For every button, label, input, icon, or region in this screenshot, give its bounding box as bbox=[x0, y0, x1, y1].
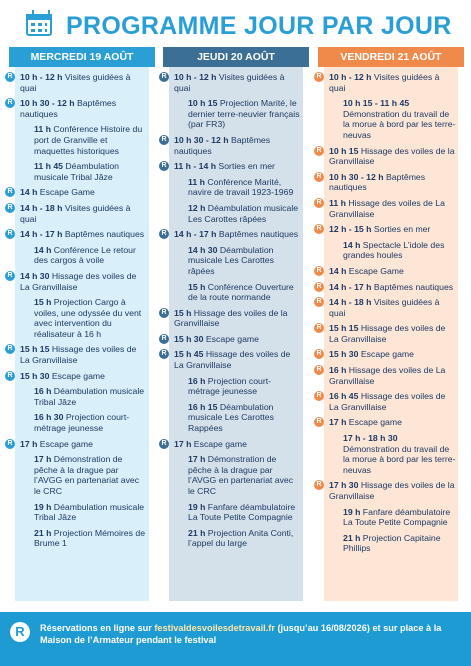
event-time: 17 h - 18 h 30 bbox=[343, 433, 398, 444]
event-time: 17 h bbox=[174, 438, 192, 449]
reservation-icon: R bbox=[5, 98, 15, 108]
reservation-icon: R bbox=[5, 371, 15, 381]
reservation-icon: R bbox=[159, 334, 169, 344]
event-item bbox=[159, 72, 303, 93]
reservation-icon: R bbox=[5, 187, 15, 197]
reservation-icon: R bbox=[5, 344, 15, 354]
event-title: Visites guidées à quai bbox=[174, 72, 285, 93]
event-item bbox=[159, 502, 303, 523]
event-time: 12 h - 15 h bbox=[329, 224, 372, 235]
event-time: 17 h bbox=[188, 454, 206, 465]
event-time: 14 h - 17 h bbox=[329, 281, 372, 292]
event-title: Escape Game bbox=[37, 187, 95, 198]
reservation-icon: R bbox=[159, 349, 169, 359]
event-time: 16 h 15 bbox=[188, 401, 218, 412]
reservation-icon: R bbox=[5, 229, 15, 239]
event-title: Sorties en mer bbox=[216, 161, 275, 172]
event-item bbox=[159, 229, 303, 240]
event-time: 15 h bbox=[34, 297, 52, 308]
event-time: 10 h - 12 h bbox=[329, 72, 372, 82]
event-time: 14 h 30 bbox=[188, 244, 218, 255]
event-title: Déambulation musicale Tribal Jâze bbox=[34, 386, 145, 407]
event-time: 15 h 15 bbox=[329, 323, 359, 334]
event-title: Escape game bbox=[358, 349, 415, 360]
reservation-text-before: Réservations en ligne sur bbox=[40, 623, 155, 633]
event-item bbox=[5, 412, 149, 433]
event-title: Escape game bbox=[191, 438, 247, 449]
event-title: Baptêmes nautiques bbox=[174, 134, 271, 156]
event-time: 10 h 15 bbox=[329, 145, 359, 156]
event-title: Hissage des voiles de La Granvillaise bbox=[20, 344, 137, 366]
event-item bbox=[314, 433, 458, 475]
event-title: Escape game bbox=[37, 438, 93, 449]
event-time: 16 h 30 bbox=[34, 412, 64, 423]
event-item bbox=[5, 98, 149, 119]
event-time: 10 h - 12 h bbox=[20, 72, 63, 82]
event-time: 17 h bbox=[34, 454, 52, 465]
event-item bbox=[159, 203, 303, 224]
event-item bbox=[314, 533, 458, 554]
event-title: Démonstration de pêche à la drague par l’AVGG en partenariat avec le CRC bbox=[188, 454, 294, 496]
event-item bbox=[5, 386, 149, 407]
event-title: Démonstration de pêche à la drague par l’AVGG en partenariat avec le CRC bbox=[34, 454, 140, 496]
event-title: Escape Game bbox=[346, 265, 404, 276]
event-title: Projection Mémoires de Brume 1 bbox=[34, 527, 146, 549]
event-item bbox=[314, 198, 458, 219]
reservation-icon: R bbox=[314, 72, 324, 82]
event-time: 21 h bbox=[343, 532, 361, 543]
page-title: PROGRAMME JOUR PAR JOUR bbox=[66, 12, 452, 40]
event-time: 15 h 45 bbox=[174, 349, 204, 360]
event-time: 10 h 15 bbox=[188, 98, 218, 109]
reservation-icon: R bbox=[159, 229, 169, 239]
event-item bbox=[314, 224, 458, 235]
event-title: Démonstration du travail de la morue à bord par les terre-neuvas bbox=[343, 108, 456, 140]
event-time: 16 h bbox=[329, 365, 347, 376]
event-time: 15 h bbox=[188, 281, 206, 292]
event-time: 11 h bbox=[188, 176, 205, 187]
event-time: 17 h bbox=[20, 438, 38, 449]
reservation-icon: R bbox=[159, 308, 169, 318]
event-item bbox=[5, 187, 149, 198]
event-time: 11 h - 14 h bbox=[174, 161, 217, 172]
reservation-icon: R bbox=[314, 172, 324, 182]
event-time: 19 h bbox=[34, 501, 52, 512]
event-time: 16 h bbox=[34, 386, 52, 397]
reservation-text-after: (jusqu’au 16/08/2026) et sur place à la Maison de l’Armateur pendant le festival bbox=[40, 623, 442, 645]
event-title: Hissage des voiles de la Granvillaise bbox=[174, 307, 288, 329]
event-item bbox=[159, 454, 303, 496]
reservation-icon: R bbox=[5, 72, 15, 82]
event-title: Projection court-métrage jeunesse bbox=[34, 412, 130, 434]
event-title: Escape game bbox=[203, 333, 260, 344]
header bbox=[0, 0, 471, 44]
event-item bbox=[314, 172, 458, 193]
reservation-icon: R bbox=[314, 282, 324, 292]
event-time: 15 h 15 bbox=[20, 344, 50, 355]
event-item bbox=[159, 308, 303, 329]
event-item bbox=[314, 323, 458, 344]
event-title: Déambulation musicale Tribal Jâze bbox=[34, 161, 120, 182]
reservation-icon: R bbox=[159, 72, 169, 82]
event-list bbox=[5, 72, 149, 554]
reservation-icon: R bbox=[314, 417, 324, 427]
event-title: Visites guidées à quai bbox=[329, 72, 440, 93]
event-item bbox=[159, 439, 303, 450]
event-item bbox=[314, 349, 458, 360]
event-title: Baptêmes nautiques bbox=[329, 171, 426, 193]
event-list bbox=[314, 72, 458, 559]
reservation-icon: R bbox=[314, 297, 324, 307]
reservation-footer bbox=[0, 612, 471, 666]
event-title: Baptêmes nautiques bbox=[371, 281, 454, 292]
event-item bbox=[5, 454, 149, 496]
event-item bbox=[159, 334, 303, 345]
event-item bbox=[314, 266, 458, 277]
event-title: Projection Cargo à voiles, une odyssée du vent avec intervention du réalisateur à 16 h bbox=[34, 297, 142, 339]
event-time: 15 h 30 bbox=[174, 333, 204, 344]
event-title: Conférence Marité, navire de travail 1923-1969 bbox=[188, 176, 294, 198]
event-item bbox=[5, 245, 149, 266]
event-item bbox=[314, 417, 458, 428]
event-time: 10 h 30 - 12 h bbox=[20, 98, 75, 109]
event-title: Escape game bbox=[346, 417, 402, 428]
event-item bbox=[314, 365, 458, 386]
event-time: 21 h bbox=[188, 527, 206, 538]
event-time: 14 h bbox=[329, 265, 347, 276]
day-column-wednesday bbox=[7, 47, 149, 601]
event-time: 15 h bbox=[174, 307, 192, 318]
reservation-icon: R bbox=[314, 391, 324, 401]
event-title: Démonstration du travail de la morue à bord par les terre-neuvas bbox=[343, 443, 456, 475]
event-title: Fanfare déambulatoire La Toute Petite Compagnie bbox=[188, 501, 296, 523]
event-item bbox=[5, 344, 149, 365]
day-column-thursday bbox=[161, 47, 303, 601]
event-time: 14 h - 18 h bbox=[20, 202, 63, 213]
event-time: 21 h bbox=[34, 527, 52, 538]
event-title: Déambulation musicale Les Carottes râpées bbox=[188, 202, 299, 224]
event-item bbox=[5, 229, 149, 240]
event-title: Sorties en mer bbox=[371, 224, 431, 235]
event-title: Projection court-métrage jeunesse bbox=[188, 375, 272, 397]
event-title: Visites guidées à quai bbox=[20, 72, 131, 93]
event-item bbox=[314, 282, 458, 293]
event-item bbox=[159, 349, 303, 370]
reservation-icon: R bbox=[159, 439, 169, 449]
reservation-icon: R bbox=[314, 365, 324, 375]
event-list bbox=[159, 72, 303, 554]
reservation-icon: R bbox=[314, 323, 324, 333]
event-title: Fanfare déambulatoire La Toute Petite Compagnie bbox=[343, 506, 451, 528]
event-item bbox=[159, 135, 303, 156]
event-title: Projection Capitaine Phillips bbox=[343, 532, 441, 554]
event-item bbox=[314, 480, 458, 501]
event-title: Spectacle L’idole des grandes houles bbox=[343, 239, 445, 261]
day-column-friday bbox=[316, 47, 458, 601]
event-item bbox=[159, 528, 303, 549]
event-time: 10 h 30 - 12 h bbox=[174, 134, 229, 145]
event-title: Hissage des voiles de La Granvillaise bbox=[329, 365, 446, 386]
reservation-icon: R bbox=[314, 224, 324, 234]
day-heading: MERCREDI 19 AOÛT bbox=[9, 47, 155, 67]
event-time: 11 h bbox=[34, 124, 51, 135]
event-time: 17 h 30 bbox=[329, 480, 359, 491]
event-title: Déambulation musicale Tribal Jâze bbox=[34, 501, 145, 523]
event-title: Baptêmes nautiques bbox=[20, 98, 117, 119]
event-time: 16 h bbox=[188, 375, 206, 386]
event-time: 10 h 15 - 11 h 45 bbox=[343, 98, 410, 109]
event-time: 19 h bbox=[343, 506, 361, 517]
calendar-icon bbox=[26, 14, 52, 36]
event-item bbox=[5, 297, 149, 339]
event-item bbox=[159, 376, 303, 397]
event-time: 10 h - 12 h bbox=[174, 72, 217, 82]
event-item bbox=[159, 161, 303, 172]
event-item bbox=[159, 282, 303, 303]
event-item bbox=[159, 177, 303, 198]
event-title: Hissage des voiles de La Granvillaise bbox=[20, 270, 137, 292]
event-item bbox=[5, 161, 149, 182]
event-time: 14 h - 18 h bbox=[329, 297, 372, 308]
event-time: 14 h - 17 h bbox=[20, 229, 63, 240]
event-item bbox=[5, 124, 149, 156]
event-item bbox=[5, 203, 149, 224]
reservation-icon: R bbox=[159, 161, 169, 171]
event-time: 19 h bbox=[188, 501, 206, 512]
event-item bbox=[314, 98, 458, 140]
reservation-icon: R bbox=[10, 622, 30, 642]
event-item bbox=[314, 507, 458, 528]
event-title: Escape game bbox=[49, 370, 106, 381]
event-time: 14 h bbox=[34, 244, 52, 255]
event-title: Hissage des voiles de La Granvillaise bbox=[174, 349, 291, 371]
event-item bbox=[5, 371, 149, 382]
event-item bbox=[314, 72, 458, 93]
event-time: 11 h bbox=[329, 197, 346, 208]
event-item bbox=[314, 240, 458, 261]
event-time: 11 h 45 bbox=[34, 161, 63, 172]
event-time: 10 h 30 - 12 h bbox=[329, 171, 384, 182]
event-item bbox=[314, 391, 458, 412]
event-title: Hissage des voiles de la Granvillaise bbox=[329, 480, 455, 501]
event-title: Déambulation musicale Les Carottes râpées bbox=[188, 244, 274, 276]
event-item bbox=[314, 297, 458, 318]
event-item bbox=[5, 528, 149, 549]
reservation-icon: R bbox=[314, 349, 324, 359]
event-title: Hissage des voiles de La Granvillaise bbox=[329, 323, 446, 344]
event-time: 14 h bbox=[20, 187, 38, 198]
event-title: Conférence Le retour des cargos à voile bbox=[34, 244, 136, 266]
event-time: 17 h bbox=[329, 417, 347, 428]
event-title: Visites guidées à quai bbox=[20, 202, 131, 224]
event-time: 14 h - 17 h bbox=[174, 229, 217, 240]
reservation-icon: R bbox=[159, 135, 169, 145]
reservation-icon: R bbox=[314, 480, 324, 490]
event-item bbox=[5, 72, 149, 93]
event-time: 12 h bbox=[188, 202, 206, 213]
event-title: Hissage des voiles de La Granvillaise bbox=[329, 391, 446, 412]
event-item bbox=[159, 245, 303, 277]
event-title: Hissage des voiles de La Granvillaise bbox=[329, 197, 445, 219]
event-item bbox=[159, 402, 303, 434]
event-item bbox=[5, 271, 149, 292]
event-title: Baptêmes nautiques bbox=[62, 229, 145, 240]
event-title: Baptêmes nautiques bbox=[216, 229, 299, 240]
day-heading: JEUDI 20 AOÛT bbox=[163, 47, 309, 67]
event-item bbox=[5, 439, 149, 450]
event-title: Conférence Histoire du port de Granville et maquettes historiques bbox=[34, 124, 143, 156]
event-title: Hissage des voiles de la Granvillaise bbox=[329, 145, 455, 167]
event-time: 16 h 45 bbox=[329, 391, 359, 402]
reservation-icon: R bbox=[5, 439, 15, 449]
event-item bbox=[314, 146, 458, 167]
reservation-link[interactable]: festivaldesvoilesdetravail.fr bbox=[154, 623, 275, 633]
event-time: 14 h bbox=[343, 239, 361, 250]
event-title: Visites guidées à quai bbox=[329, 297, 440, 318]
event-time: 15 h 30 bbox=[329, 349, 359, 360]
reservation-icon: R bbox=[314, 266, 324, 276]
event-title: Déambulation musicale Les Carottes Rappées bbox=[188, 401, 274, 434]
event-title: Conférence Ouverture de la route normande bbox=[188, 281, 294, 303]
event-time: 14 h 30 bbox=[20, 270, 50, 281]
reservation-icon: R bbox=[314, 198, 324, 208]
reservation-text bbox=[40, 622, 460, 646]
reservation-icon: R bbox=[314, 146, 324, 156]
event-item bbox=[159, 98, 303, 130]
day-heading: VENDREDI 21 AOÛT bbox=[318, 47, 464, 67]
event-item bbox=[5, 502, 149, 523]
event-title: Projection Anita Conti, l’appel du large bbox=[188, 527, 294, 549]
event-title: Projection Marité, le dernier terre-neuvier français (par FR3) bbox=[188, 98, 300, 130]
event-time: 15 h 30 bbox=[20, 370, 50, 381]
reservation-icon: R bbox=[5, 203, 15, 213]
reservation-icon: R bbox=[5, 271, 15, 281]
